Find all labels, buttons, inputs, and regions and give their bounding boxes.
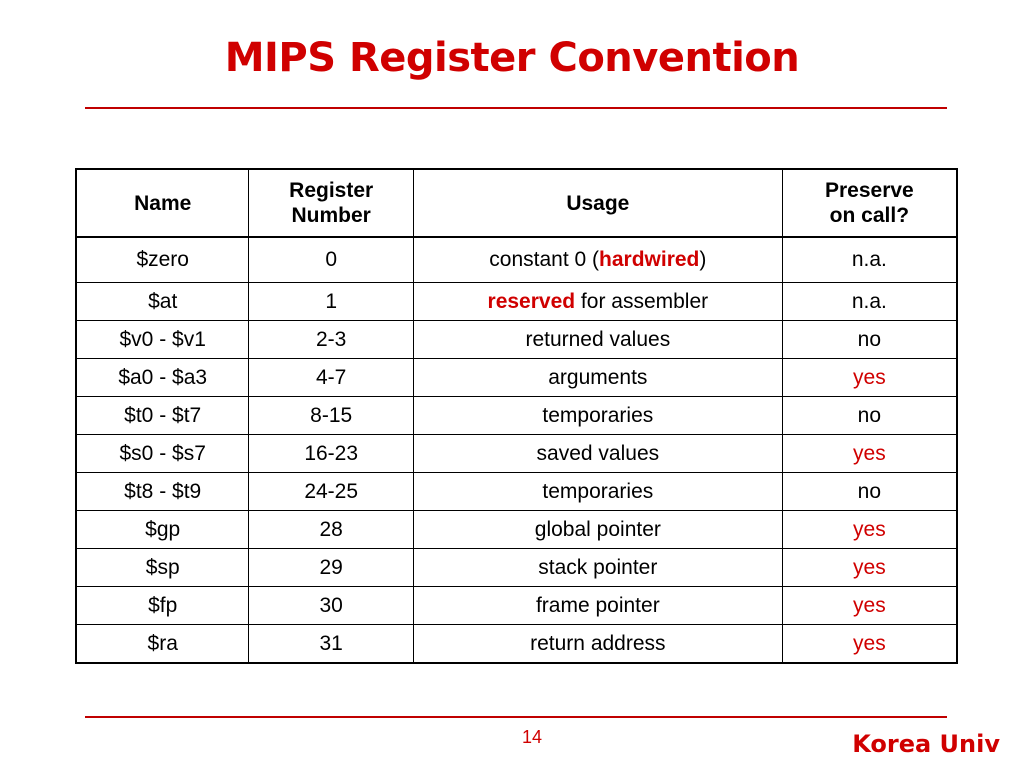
cell-name: $fp [76,587,249,625]
header-usage [413,169,782,237]
cell-preserve: yes [782,511,957,549]
cell-preserve: yes [782,359,957,397]
usage-emphasis: reserved [487,289,576,313]
cell-preserve: yes [782,435,957,473]
cell-number: 8-15 [249,397,414,435]
header-register-number [249,169,414,237]
cell-preserve: n.a. [782,283,957,321]
cell-number: 31 [249,625,414,664]
cell-number: 2-3 [249,321,414,359]
cell-name: $t0 - $t7 [76,397,249,435]
cell-number: 0 [249,237,414,283]
usage-text: ) [699,248,707,271]
cell-preserve: no [782,397,957,435]
cell-number: 28 [249,511,414,549]
cell-number: 1 [249,283,414,321]
table-row [76,549,957,587]
cell-usage: return address [413,625,782,664]
cell-preserve: no [782,473,957,511]
footer-brand: Korea Univ [852,730,1000,758]
cell-preserve: yes [782,549,957,587]
usage-text: for assembler [575,289,709,313]
table-row [76,237,957,283]
table-row [76,625,957,664]
cell-preserve: no [782,321,957,359]
usage-emphasis: hardwired [599,248,700,271]
cell-usage: saved values [413,435,782,473]
cell-preserve: yes [782,587,957,625]
cell-name: $at [76,283,249,321]
header-number-line1: Register [289,179,374,202]
table-row [76,511,957,549]
cell-usage: temporaries [413,397,782,435]
cell-name: $sp [76,549,249,587]
page-number: 14 [521,727,543,747]
cell-name: $ra [76,625,249,664]
header-preserve-line2: on call? [829,204,910,227]
cell-usage: temporaries [413,473,782,511]
table-row [76,321,957,359]
usage-text: constant 0 ( [489,248,600,271]
cell-usage [413,237,782,283]
table-row [76,473,957,511]
cell-number: 16-23 [249,435,414,473]
header-name-label: Name [134,191,192,215]
cell-name: $gp [76,511,249,549]
header-usage-label: Usage [566,191,630,215]
cell-usage [413,283,782,321]
register-table [75,168,958,664]
title-divider [85,107,947,109]
table-row [76,587,957,625]
table-row [76,435,957,473]
cell-number: 30 [249,587,414,625]
cell-name: $t8 - $t9 [76,473,249,511]
header-number-line2: Number [291,204,371,227]
cell-usage: arguments [413,359,782,397]
cell-usage: frame pointer [413,587,782,625]
header-preserve-line1: Preserve [824,179,914,202]
cell-number: 29 [249,549,414,587]
table-row [76,397,957,435]
table-header-row [76,169,957,237]
cell-usage: global pointer [413,511,782,549]
cell-usage: stack pointer [413,549,782,587]
slide-title: MIPS Register Convention [224,35,800,81]
cell-name: $s0 - $s7 [76,435,249,473]
cell-preserve: yes [782,625,957,664]
cell-name: $zero [76,237,249,283]
header-name [76,169,249,237]
cell-number: 4-7 [249,359,414,397]
cell-name: $v0 - $v1 [76,321,249,359]
cell-preserve: n.a. [782,237,957,283]
cell-usage: returned values [413,321,782,359]
table-row [76,283,957,321]
cell-name: $a0 - $a3 [76,359,249,397]
footer-divider [85,716,947,718]
header-preserve [782,169,957,237]
table-row [76,359,957,397]
cell-number: 24-25 [249,473,414,511]
